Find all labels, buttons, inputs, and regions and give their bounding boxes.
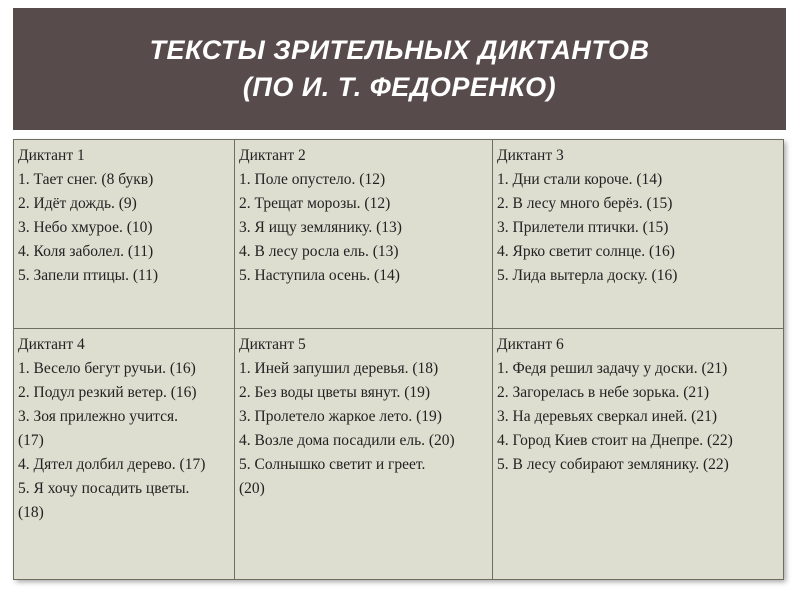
dictation-heading: Диктант 4 xyxy=(18,336,85,353)
page-title-line-2: (ПО И. Т. ФЕДОРЕНКО) xyxy=(242,72,557,102)
dictation-heading: Диктант 1 xyxy=(18,147,85,164)
dictation-heading: Диктант 3 xyxy=(497,147,564,164)
dictation-line: 1. Дни стали короче. (14) xyxy=(497,171,663,188)
dictation-line: 5. Наступила осень. (14) xyxy=(239,267,400,284)
dictation-heading: Диктант 6 xyxy=(497,336,564,353)
dictation-line: 4. Ярко светит солнце. (16) xyxy=(497,243,675,260)
dictation-line: 2. Подул резкий ветер. (16) xyxy=(18,384,197,401)
dictation-line: 3. Зоя прилежно учится. xyxy=(18,408,178,425)
dictation-line: 2. Трещат морозы. (12) xyxy=(239,195,391,212)
dictation-heading: Диктант 2 xyxy=(239,147,306,164)
dictation-table xyxy=(13,139,784,580)
dictation-line: (20) xyxy=(239,480,265,497)
dictation-table-wrapper xyxy=(13,139,783,579)
dictation-line: 1. Тает снег. (8 букв) xyxy=(18,171,154,188)
dictation-line: 2. Идёт дождь. (9) xyxy=(18,195,137,212)
dictation-cell-3 xyxy=(493,140,784,329)
dictation-line: (17) xyxy=(18,432,44,449)
table-row xyxy=(14,140,784,329)
dictation-line: 3. Прилетели птички. (15) xyxy=(497,219,669,236)
dictation-line: 4. В лесу росла ель. (13) xyxy=(239,243,399,260)
dictation-line: 1. Иней запушил деревья. (18) xyxy=(239,360,439,377)
dictation-cell-4 xyxy=(14,329,235,580)
dictation-line: 2. В лесу много берёз. (15) xyxy=(497,195,673,212)
page-title-line-1: ТЕКСТЫ ЗРИТЕЛЬНЫХ ДИКТАНТОВ xyxy=(149,35,650,65)
dictation-line: 4. Дятел долбил дерево. (17) xyxy=(18,456,206,473)
dictation-line: 1. Поле опустело. (12) xyxy=(239,171,386,188)
dictation-line: 1. Весело бегут ручьи. (16) xyxy=(18,360,196,377)
dictation-line: 5. В лесу собирают землянику. (22) xyxy=(497,456,729,473)
dictation-line: 3. На деревьях сверкал иней. (21) xyxy=(497,408,717,425)
dictation-line: 5. Лида вытерла доску. (16) xyxy=(497,267,678,284)
dictation-line: 2. Без воды цветы вянут. (19) xyxy=(239,384,431,401)
dictation-line: (18) xyxy=(18,504,44,521)
dictation-line: 3. Я ищу землянику. (13) xyxy=(239,219,402,236)
dictation-heading: Диктант 5 xyxy=(239,336,306,353)
dictation-line: 4. Город Киев стоит на Днепре. (22) xyxy=(497,432,733,449)
dictation-line: 2. Загорелась в небе зорька. (21) xyxy=(497,384,710,401)
dictation-cell-2 xyxy=(235,140,493,329)
dictation-line: 5. Я хочу посадить цветы. xyxy=(18,480,190,497)
dictation-line: 5. Солнышко светит и греет. xyxy=(239,456,426,473)
dictation-line: 3. Пролетело жаркое лето. (19) xyxy=(239,408,442,425)
dictation-cell-5 xyxy=(235,329,493,580)
dictation-cell-1 xyxy=(14,140,235,329)
title-banner xyxy=(13,8,786,130)
dictation-cell-6 xyxy=(493,329,784,580)
table-row xyxy=(14,329,784,580)
dictation-line: 3. Небо хмурое. (10) xyxy=(18,219,153,236)
dictation-line: 1. Федя решил задачу у доски. (21) xyxy=(497,360,728,377)
dictation-line: 4. Коля заболел. (11) xyxy=(18,243,154,260)
dictation-line: 5. Запели птицы. (11) xyxy=(18,267,159,284)
dictation-line: 4. Возле дома посадили ель. (20) xyxy=(239,432,455,449)
